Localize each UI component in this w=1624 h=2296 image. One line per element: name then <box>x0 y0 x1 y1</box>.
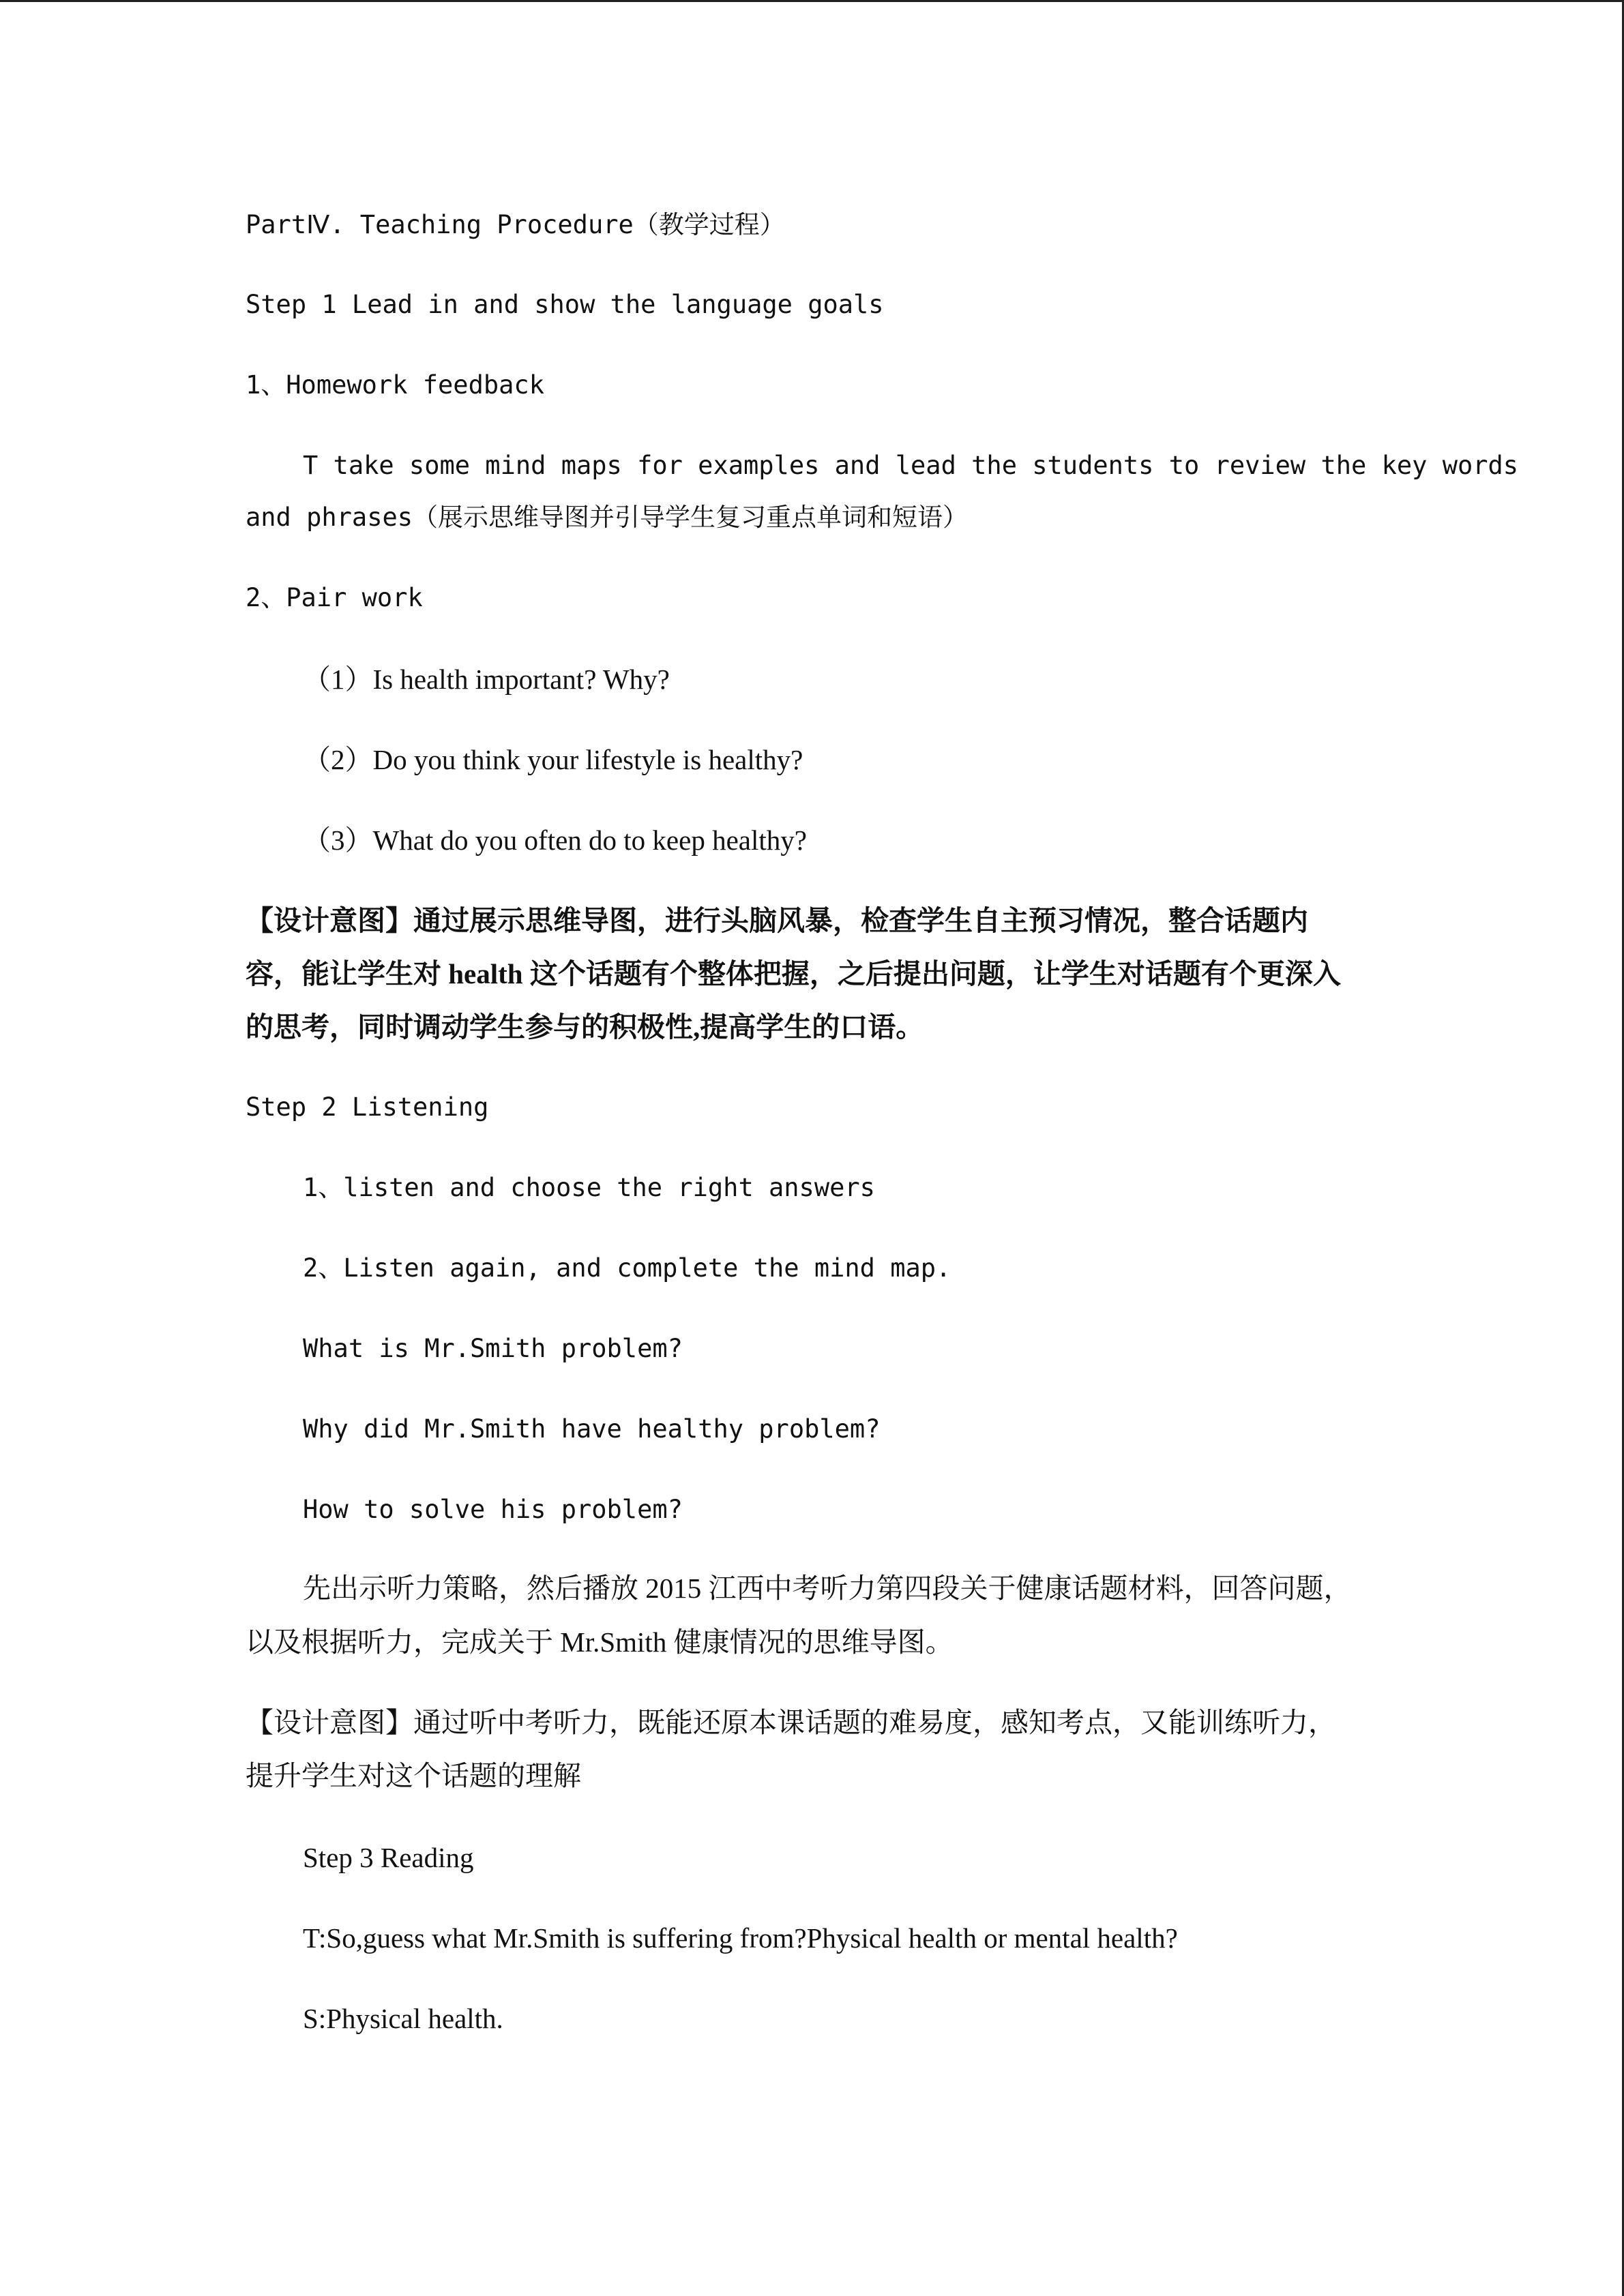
page-border-top <box>0 0 1624 2</box>
reading-teacher-line: T:So,guess what Mr.Smith is suffering from?Physical health or mental health? <box>303 1922 1178 1954</box>
listening-strategy-line-2: 以及根据听力，完成关于 Mr.Smith 健康情况的思维导图。 <box>246 1626 954 1658</box>
pair-question-3: （3）What do you often do to keep healthy? <box>303 824 807 856</box>
pair-work-heading: 2、Pair work <box>246 583 423 612</box>
listening-strategy-line-1: 先出示听力策略，然后播放 2015 江西中考听力第四段关于健康话题材料，回答问题， <box>303 1572 1352 1604</box>
listening-question-2: Why did Mr.Smith have healthy problem? <box>303 1414 881 1444</box>
design-intent-1-line-3: 的思考，同时调动学生参与的积极性,提高学生的口语。 <box>246 1011 924 1043</box>
design-intent-1-line-2: 容，能让学生对 health 这个话题有个整体把握，之后提出问题，让学生对话题有个更深入 <box>246 958 1341 989</box>
design-intent-2-line-1: 【设计意图】通过听中考听力，既能还原本课话题的难易度，感知考点，又能训练听力， <box>246 1707 1336 1738</box>
step-1-heading: Step 1 Lead in and show the language goals <box>246 290 884 319</box>
design-intent-1-line-1: 【设计意图】通过展示思维导图，进行头脑风暴，检查学生自主预习情况，整合话题内 <box>246 905 1308 936</box>
pair-question-2: （2）Do you think your lifestyle is healthy? <box>303 744 803 775</box>
listening-task-2: 2、Listen again, and complete the mind map. <box>303 1253 951 1283</box>
step-3-heading: Step 3 Reading <box>303 1842 474 1873</box>
step-2-heading: Step 2 Listening <box>246 1092 489 1122</box>
reading-student-line: S:Physical health. <box>303 2003 503 2034</box>
part-heading: PartⅣ. Teaching Procedure（教学过程） <box>246 210 785 239</box>
listening-task-1: 1、listen and choose the right answers <box>303 1173 875 1202</box>
design-intent-2-line-2: 提升学生对这个话题的理解 <box>246 1760 581 1791</box>
homework-text-line-1: T take some mind maps for examples and lead the students to review the key words <box>303 451 1519 480</box>
pair-question-1: （1）Is health important? Why? <box>303 664 670 695</box>
homework-feedback-heading: 1、Homework feedback <box>246 370 544 400</box>
listening-question-3: How to solve his problem? <box>303 1495 683 1524</box>
listening-question-1: What is Mr.Smith problem? <box>303 1334 683 1363</box>
homework-text-line-2: and phrases（展示思维导图并引导学生复习重点单词和短语） <box>246 503 969 532</box>
